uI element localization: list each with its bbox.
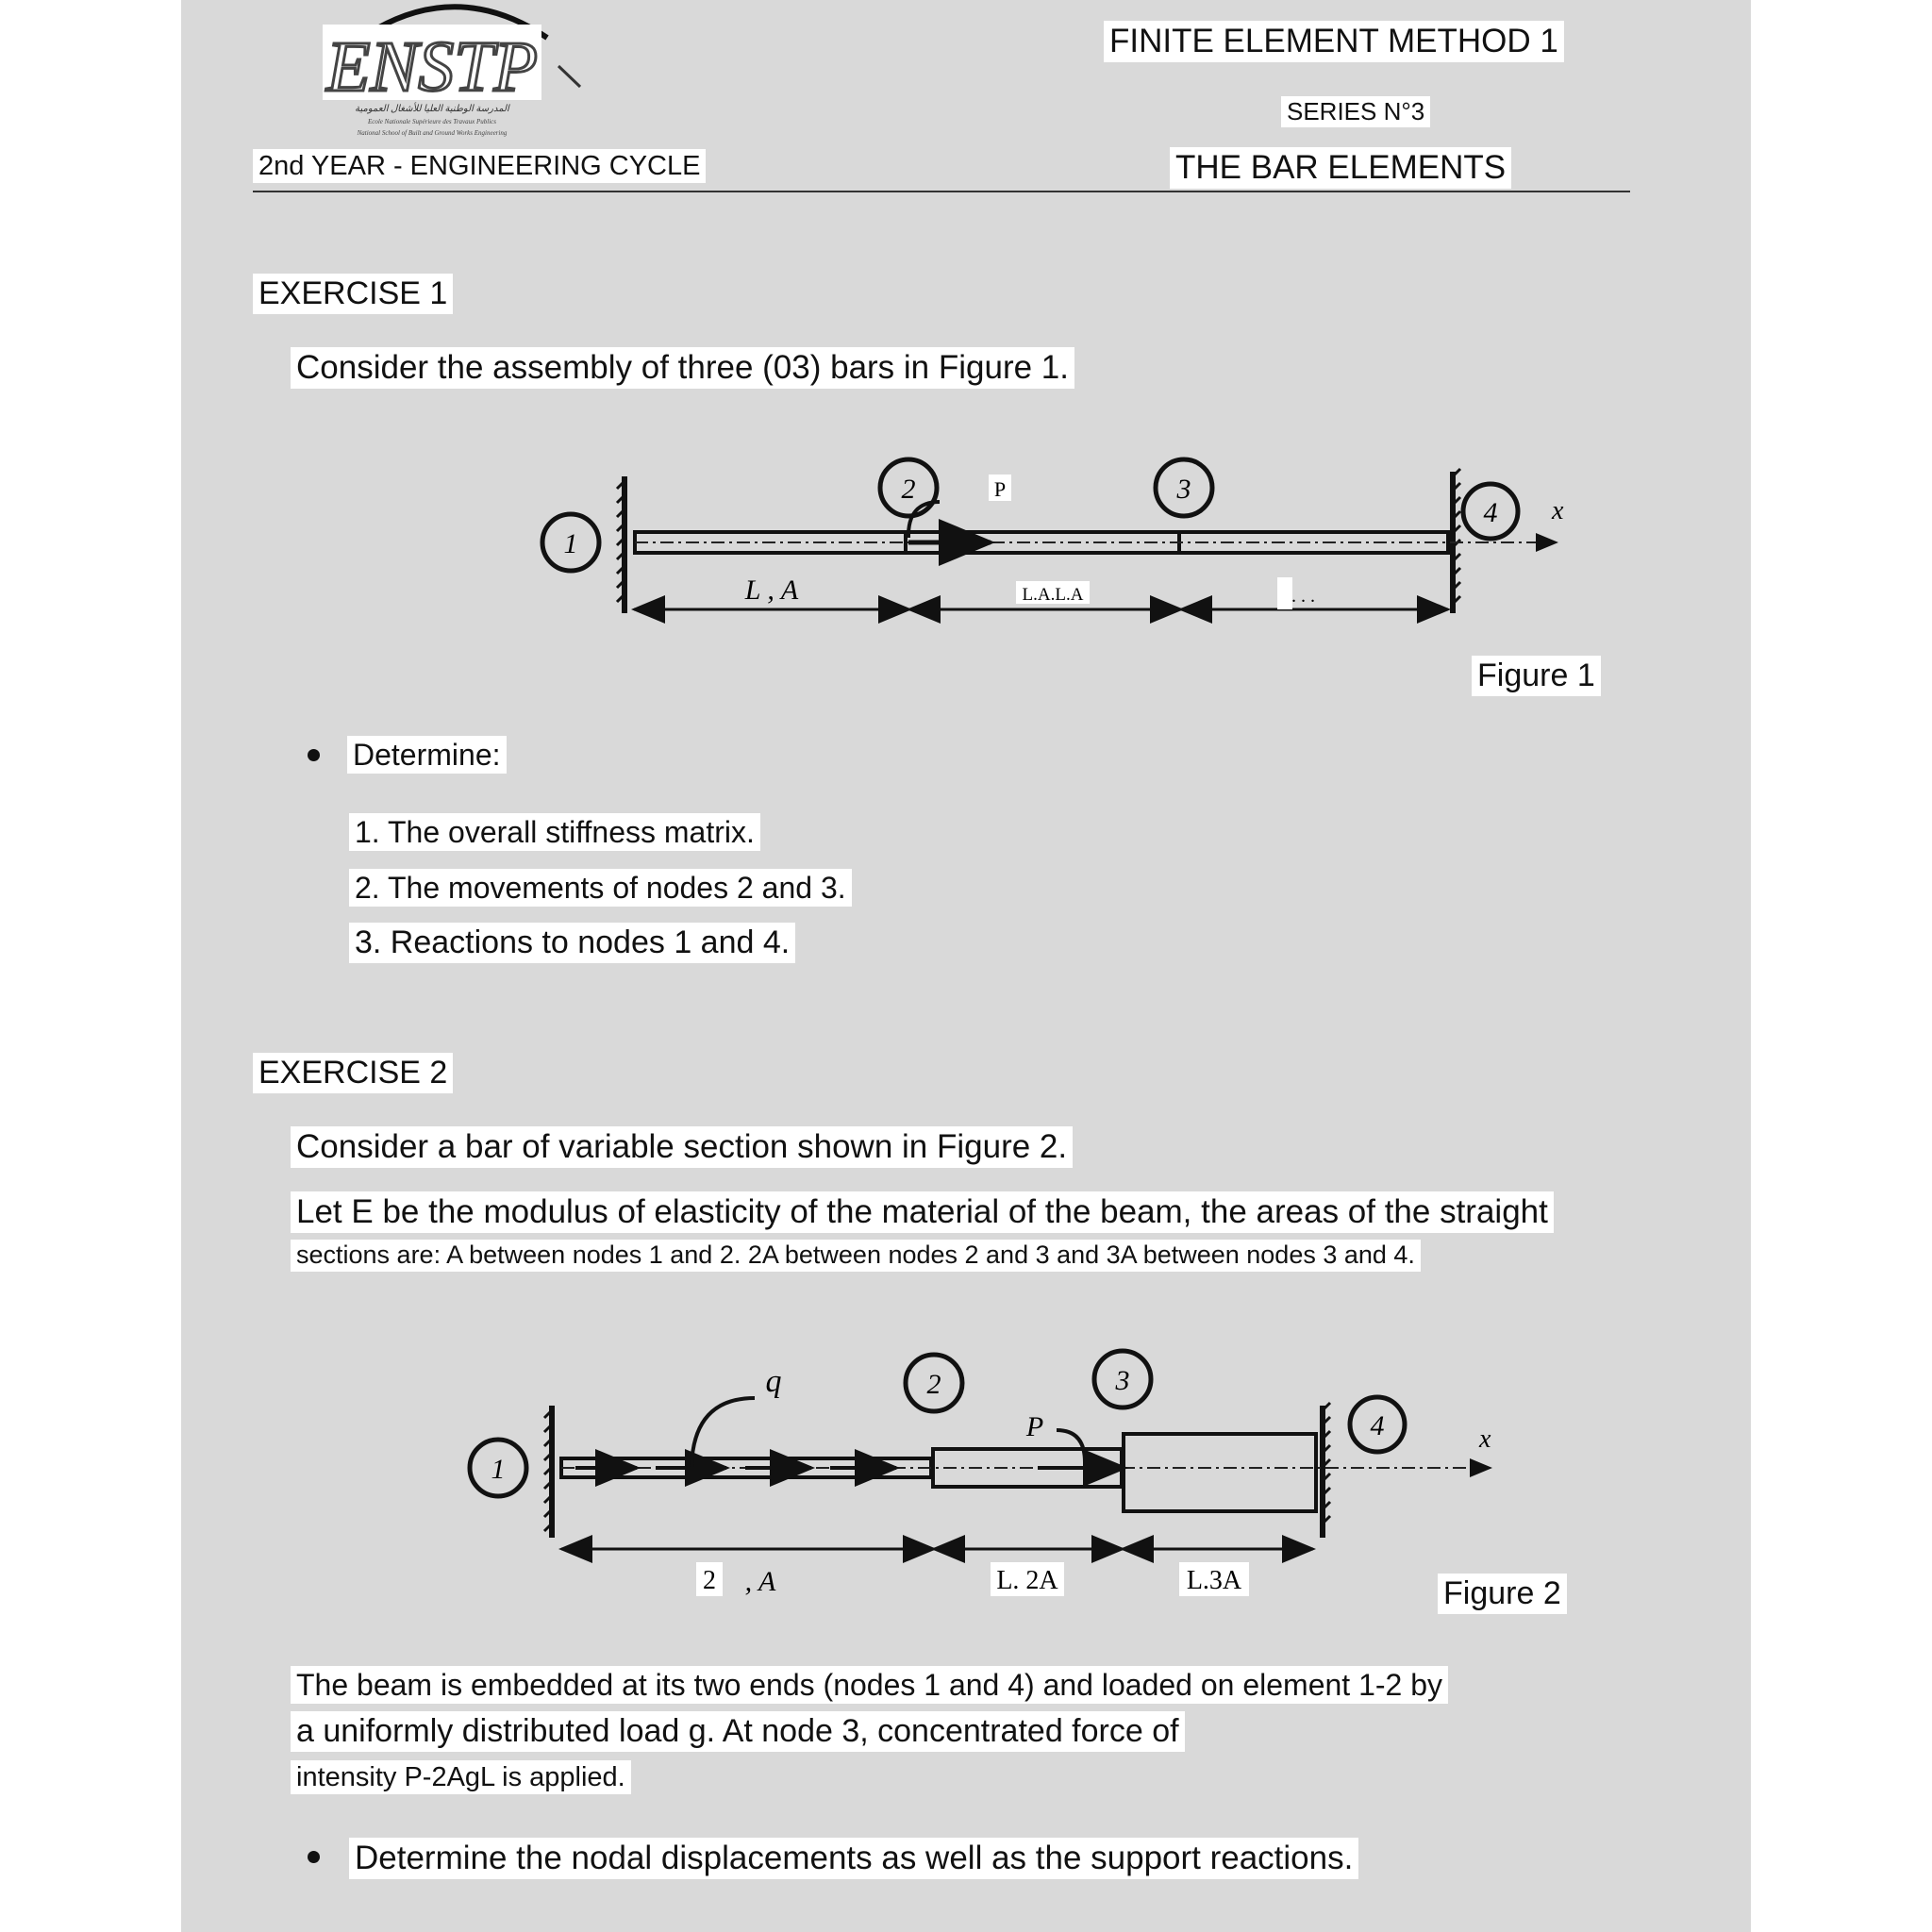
logo-text: ENSTP: [326, 27, 538, 107]
exercise2-title: EXERCISE 2: [253, 1053, 453, 1093]
enstp-logo: [302, 0, 604, 142]
topic-title: THE BAR ELEMENTS: [1170, 147, 1511, 189]
node-4: [1350, 1397, 1405, 1452]
figure1-caption: Figure 1: [1472, 656, 1601, 696]
node-2: [906, 1355, 962, 1411]
load-label: P: [993, 477, 1007, 501]
segment2-label: L. 2A: [996, 1566, 1058, 1595]
exercise2-line1: Let E be the modulus of elasticity of the material of the beam, the areas of the straight: [291, 1191, 1554, 1233]
exercise2-text-3: intensity P-2AgL is applied.: [291, 1760, 631, 1794]
segment1-label: L , A: [744, 575, 799, 606]
figure-2: [453, 1340, 1528, 1613]
node-4: [1463, 484, 1518, 539]
logo-subtitle-en: National School of Built and Ground Works Engineering: [357, 129, 508, 137]
logo-subtitle-ar: المدرسة الوطنية العليا للأشغال العمومية: [355, 104, 509, 114]
figure2-caption: Figure 2: [1438, 1574, 1567, 1614]
dist-load-label: q: [765, 1364, 782, 1399]
question-2: 2. The movements of nodes 2 and 3.: [349, 869, 852, 907]
svg-text:3: 3: [1176, 474, 1191, 505]
logo-subtitle-fr: Ecole Nationale Supérieure des Travaux Publics: [367, 118, 497, 125]
figure-1: [528, 443, 1585, 632]
load-label: P: [1025, 1411, 1044, 1442]
exercise2-line2: sections are: A between nodes 1 and 2. 2A between nodes 2 and 3 and 3A between nodes 3 and 4.: [291, 1240, 1421, 1272]
exercise2-intro: Consider a bar of variable section shown in Figure 2.: [291, 1126, 1073, 1168]
node-1: [470, 1440, 526, 1496]
header-rule: [253, 191, 1630, 192]
node-3: [1094, 1351, 1151, 1407]
course-title: FINITE ELEMENT METHOD 1: [1104, 21, 1564, 62]
segment1-number: 2: [703, 1566, 716, 1595]
series-label: SERIES N°3: [1281, 96, 1430, 127]
axis-label: x: [1552, 496, 1564, 525]
svg-text:4: 4: [1370, 1410, 1385, 1441]
exercise2-task: Determine the nodal displacements as well as the support reactions.: [349, 1838, 1358, 1879]
svg-text:2: 2: [901, 474, 916, 505]
segment3-label: . . .: [1291, 586, 1316, 607]
year-label: 2nd YEAR - ENGINEERING CYCLE: [253, 149, 706, 183]
svg-text:2: 2: [926, 1369, 941, 1400]
segment3-label: L.3A: [1186, 1566, 1242, 1595]
bullet: [308, 749, 320, 761]
exercise2-text-1: The beam is embedded at its two ends (nodes 1 and 4) and loaded on element 1-2 by: [291, 1666, 1448, 1704]
svg-text:3: 3: [1115, 1365, 1130, 1396]
node-2: [880, 459, 937, 516]
determine-label: Determine:: [347, 736, 507, 774]
node-3: [1156, 459, 1212, 516]
segment1-label: , A: [744, 1566, 776, 1597]
svg-text:1: 1: [491, 1454, 506, 1485]
svg-text:1: 1: [563, 528, 578, 559]
exercise1-title: EXERCISE 1: [253, 274, 453, 314]
bullet: [308, 1851, 320, 1863]
question-1: 1. The overall stiffness matrix.: [349, 813, 760, 851]
exercise2-text-2: a uniformly distributed load g. At node 3, concentrated force of: [291, 1711, 1185, 1752]
exercise1-intro: Consider the assembly of three (03) bars in Figure 1.: [291, 347, 1074, 389]
node-1: [542, 514, 599, 571]
bar-segment-3A: [1124, 1434, 1316, 1511]
axis-label: x: [1479, 1424, 1491, 1454]
segment2-label: L.A.L.A: [1022, 585, 1084, 605]
question-3: 3. Reactions to nodes 1 and 4.: [349, 923, 795, 963]
svg-text:4: 4: [1483, 497, 1498, 528]
